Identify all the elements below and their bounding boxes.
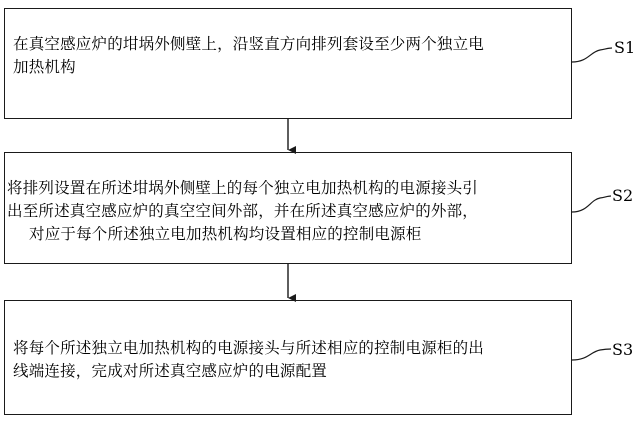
step-s1-line-1: 在真空感应炉的坩埚外侧壁上，沿竖直方向排列套设至少两个独立电: [13, 35, 485, 53]
step-s2-line-2: 出至所述真空感应炉的真空空间外部，并在所述真空感应炉的外部，: [7, 202, 479, 220]
step-s3-line-2: 线端连接，完成对所述真空感应炉的电源配置: [13, 362, 328, 380]
leader-s2: [572, 196, 611, 212]
step-s2-line-1: 将排列设置在所述坩埚外侧壁上的每个独立电加热机构的电源接头引: [7, 179, 479, 197]
leader-s3: [572, 349, 611, 360]
step-s3-line-1: 将每个所述独立电加热机构的电源接头与所述相应的控制电源柜的出: [13, 339, 485, 357]
step-label-s1: S1: [614, 38, 636, 57]
step-s2-line-3: 对应于每个所述独立电加热机构均设置相应的控制电源柜: [29, 225, 422, 243]
step-label-s3: S3: [612, 340, 634, 359]
step-s1-line-2: 加热机构: [13, 58, 76, 76]
step-label-s2: S2: [612, 186, 634, 205]
leader-s1: [572, 48, 612, 62]
